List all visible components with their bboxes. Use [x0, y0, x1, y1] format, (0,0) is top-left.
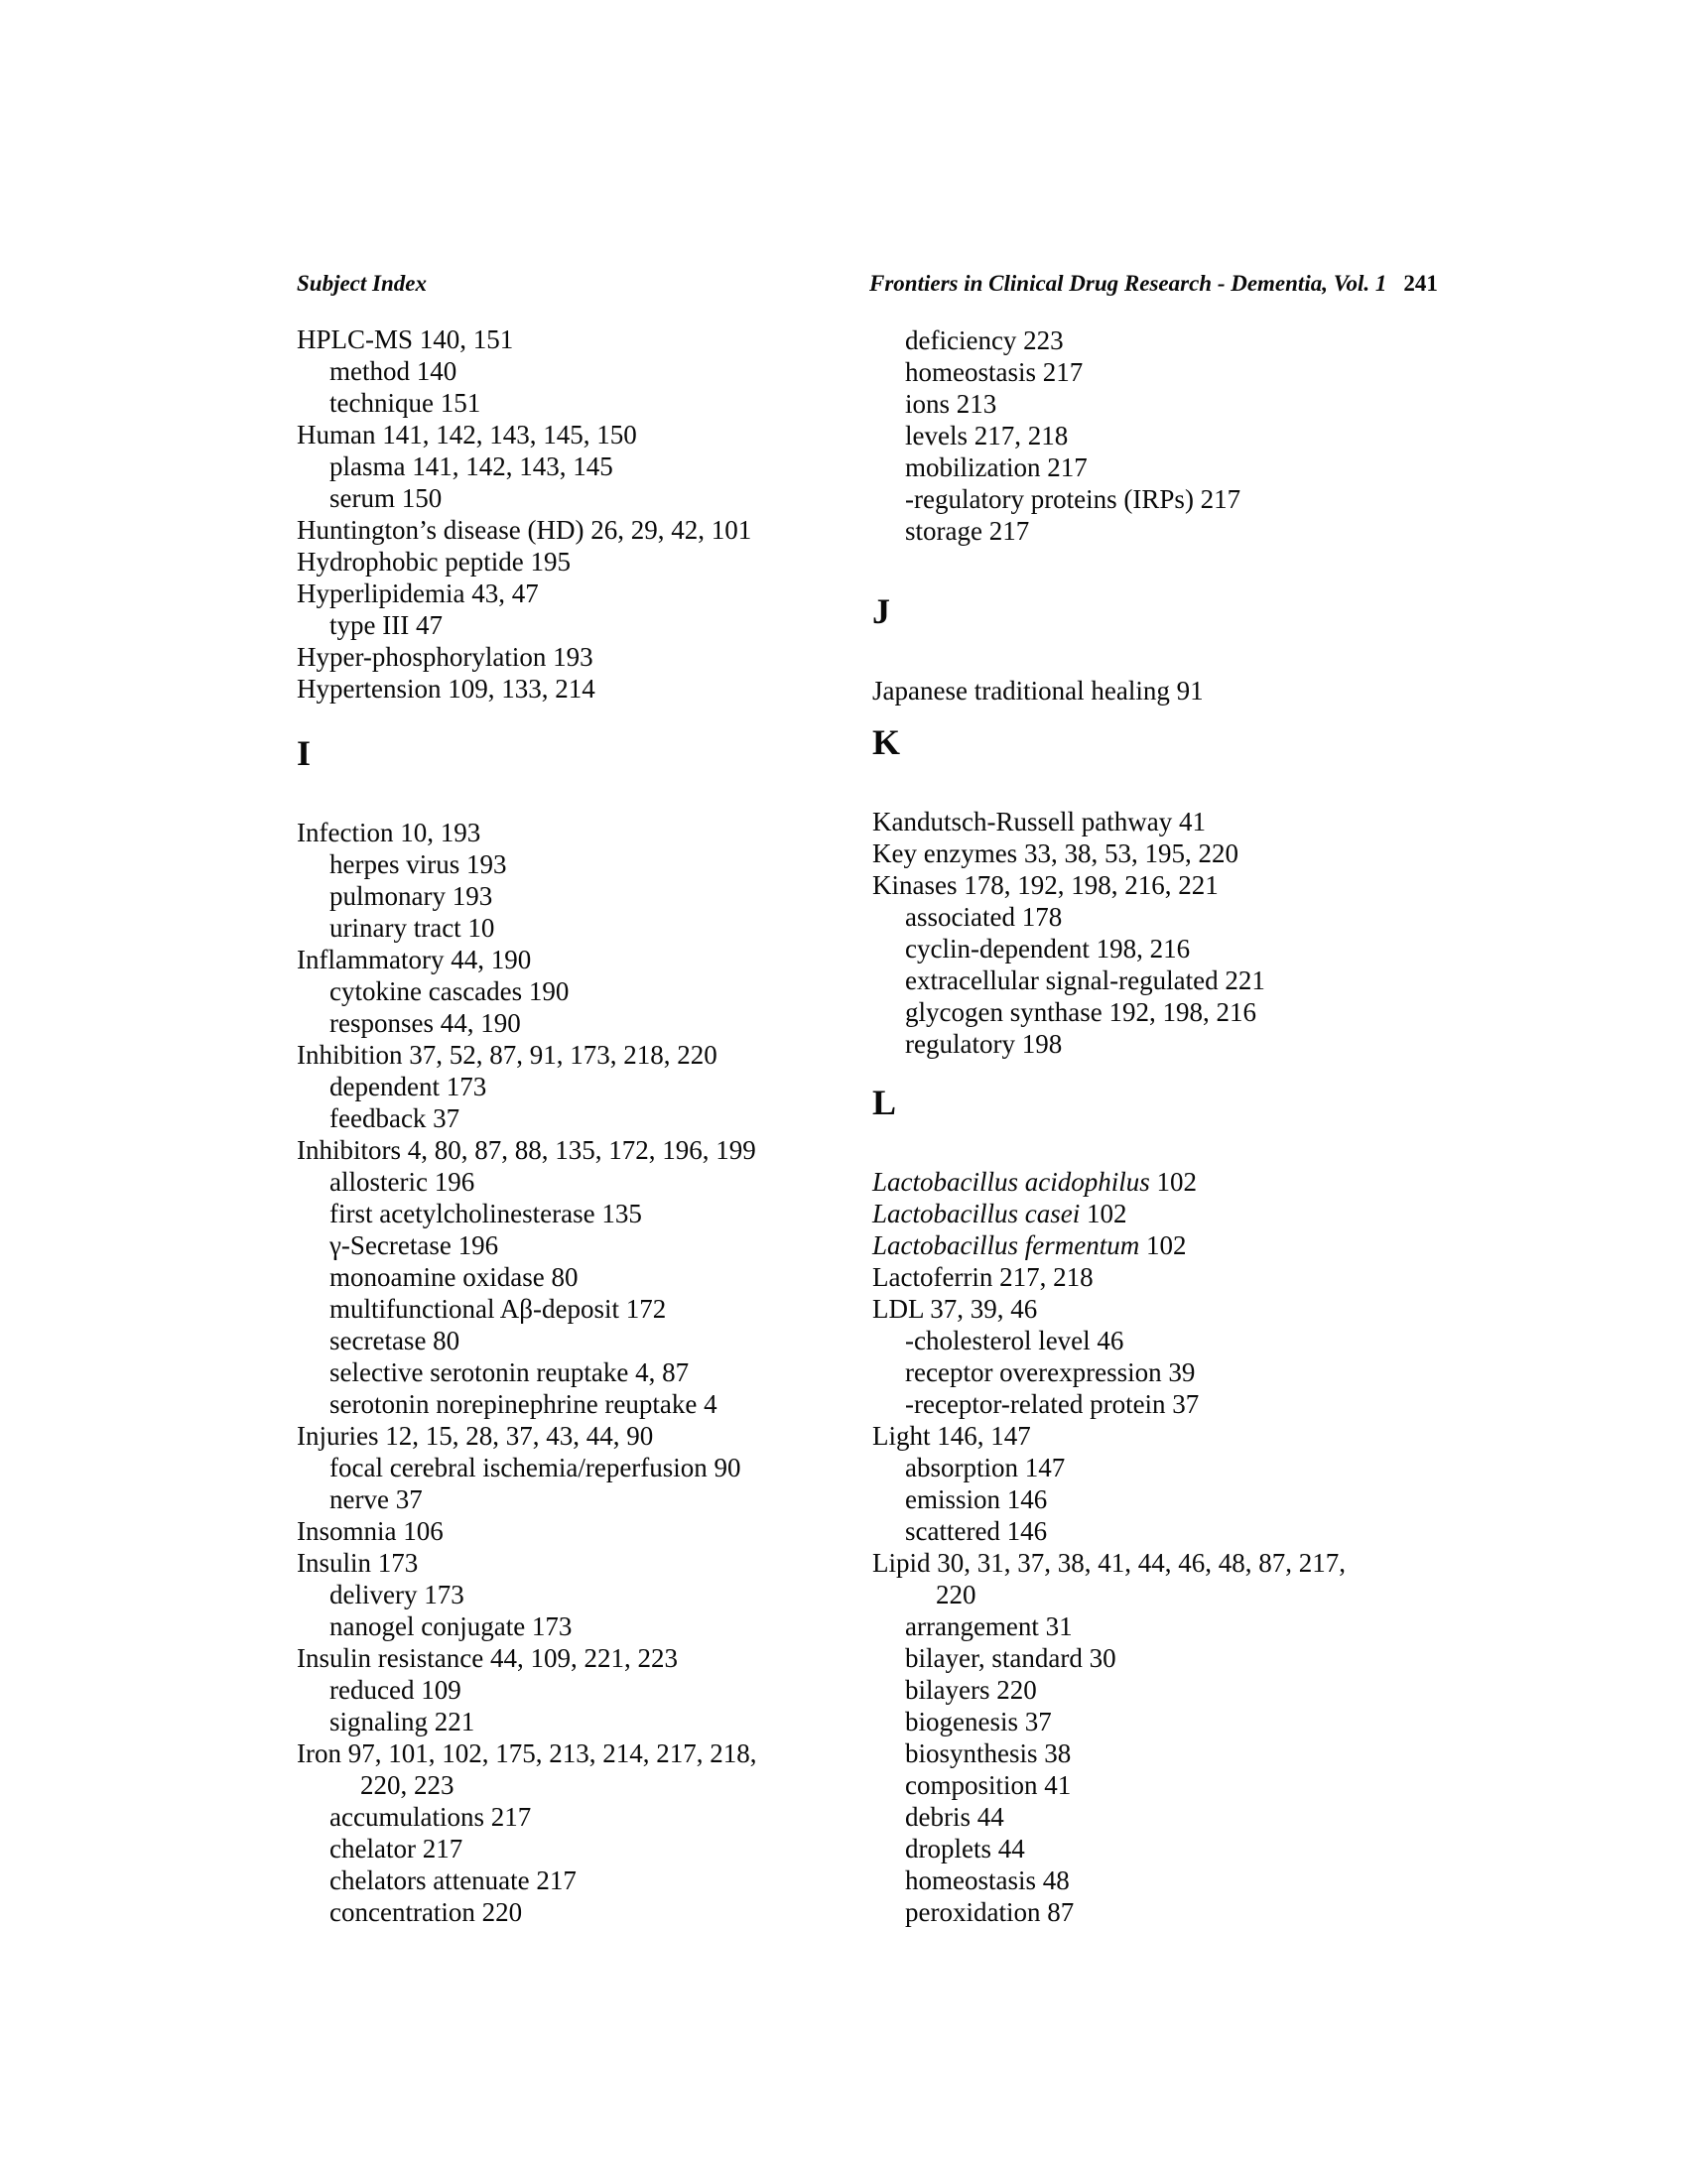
index-subentry: chelators attenuate 217 — [329, 1865, 577, 1895]
index-subentry: peroxidation 87 — [905, 1897, 1075, 1927]
running-head-book-title — [869, 269, 1438, 299]
index-subentry: biosynthesis 38 — [905, 1738, 1072, 1768]
section-header: I — [297, 733, 312, 773]
index-entry: Kandutsch-Russell pathway 41 — [872, 807, 1206, 836]
index-subentry: dependent 173 — [329, 1072, 487, 1101]
index-entry: HPLC-MS 140, 151 — [297, 324, 514, 354]
index-subentry: method 140 — [329, 356, 457, 386]
index-entry: Kinases 178, 192, 198, 216, 221 — [872, 870, 1219, 900]
index-entry-continuation: 220, 223 — [360, 1770, 454, 1800]
entry-page-numbers: 102 — [1149, 1167, 1197, 1197]
index-subentry: urinary tract 10 — [329, 913, 495, 943]
index-entry: Hydrophobic peptide 195 — [297, 547, 571, 577]
index-entry: Huntington’s disease (HD) 26, 29, 42, 101 — [297, 515, 752, 545]
book-title: Frontiers in Clinical Drug Research - Dementia, Vol. 1 — [869, 271, 1387, 296]
index-subentry: delivery 173 — [329, 1580, 464, 1609]
index-entry: Inhibition 37, 52, 87, 91, 173, 218, 220 — [297, 1040, 717, 1070]
index-entry: Iron 97, 101, 102, 175, 213, 214, 217, 218, — [297, 1738, 757, 1768]
index-subentry: regulatory 198 — [905, 1029, 1063, 1059]
index-subentry: glycogen synthase 192, 198, 216 — [905, 997, 1256, 1027]
index-subentry: technique 151 — [329, 388, 481, 418]
index-subentry: multifunctional Aβ-deposit 172 — [329, 1294, 667, 1324]
index-subentry: accumulations 217 — [329, 1802, 532, 1832]
index-subentry: feedback 37 — [329, 1103, 460, 1133]
index-subentry: bilayer, standard 30 — [905, 1643, 1116, 1673]
index-entry: Infection 10, 193 — [297, 818, 481, 847]
index-subentry: ions 213 — [905, 389, 997, 419]
index-entry: Lactoferrin 217, 218 — [872, 1262, 1094, 1292]
index-subentry: homeostasis 48 — [905, 1865, 1070, 1895]
index-subentry: -cholesterol level 46 — [905, 1326, 1124, 1355]
index-subentry: signaling 221 — [329, 1707, 475, 1736]
index-subentry: arrangement 31 — [905, 1611, 1073, 1641]
species-name-italic: Lactobacillus acidophilus — [872, 1167, 1150, 1197]
section-header: L — [872, 1083, 897, 1122]
index-subentry: debris 44 — [905, 1802, 1004, 1832]
index-entry: Hyper-phosphorylation 193 — [297, 642, 593, 672]
index-entry: Human 141, 142, 143, 145, 150 — [297, 420, 637, 450]
entry-page-numbers: 102 — [1139, 1230, 1187, 1260]
index-subentry: type III 47 — [329, 610, 443, 640]
index-entry: Light 146, 147 — [872, 1421, 1031, 1451]
index-subentry: nerve 37 — [329, 1484, 423, 1514]
index-subentry: plasma 141, 142, 143, 145 — [329, 451, 613, 481]
index-entry: Insulin resistance 44, 109, 221, 223 — [297, 1643, 678, 1673]
index-subentry: droplets 44 — [905, 1834, 1025, 1863]
index-subentry: γ-Secretase 196 — [329, 1230, 499, 1260]
page-number: 241 — [1403, 271, 1438, 296]
index-entry — [872, 1166, 1413, 1198]
index-column-left — [297, 323, 838, 1928]
index-column-right — [872, 324, 1413, 1928]
index-entry: Lipid 30, 31, 37, 38, 41, 44, 46, 48, 87, 217, — [872, 1548, 1346, 1578]
index-subentry: responses 44, 190 — [329, 1008, 521, 1038]
index-subentry: selective serotonin reuptake 4, 87 — [329, 1357, 690, 1387]
index-subentry: serotonin norepinephrine reuptake 4 — [329, 1389, 717, 1419]
index-subentry: homeostasis 217 — [905, 357, 1084, 387]
index-subentry: scattered 146 — [905, 1516, 1048, 1546]
index-entry: Hypertension 109, 133, 214 — [297, 674, 595, 704]
index-subentry: cytokine cascades 190 — [329, 976, 570, 1006]
index-subentry: first acetylcholinesterase 135 — [329, 1199, 642, 1228]
index-entry: Key enzymes 33, 38, 53, 195, 220 — [872, 838, 1238, 868]
species-name-italic: Lactobacillus fermentum — [872, 1230, 1140, 1260]
index-subentry: chelator 217 — [329, 1834, 463, 1863]
index-entry: Insulin 173 — [297, 1548, 419, 1578]
index-entry: Hyperlipidemia 43, 47 — [297, 578, 539, 608]
running-head-section-title: Subject Index — [297, 271, 427, 296]
index-subentry: deficiency 223 — [905, 325, 1064, 355]
index-subentry: -receptor-related protein 37 — [905, 1389, 1200, 1419]
index-subentry: associated 178 — [905, 902, 1063, 932]
index-subentry: nanogel conjugate 173 — [329, 1611, 573, 1641]
index-subentry: biogenesis 37 — [905, 1707, 1052, 1736]
index-subentry: composition 41 — [905, 1770, 1072, 1800]
index-entry-continuation: 220 — [936, 1580, 976, 1609]
index-subentry: absorption 147 — [905, 1453, 1066, 1482]
index-subentry: storage 217 — [905, 516, 1030, 546]
index-subentry: bilayers 220 — [905, 1675, 1037, 1705]
index-subentry: secretase 80 — [329, 1326, 460, 1355]
index-entry: Inhibitors 4, 80, 87, 88, 135, 172, 196, 199 — [297, 1135, 756, 1165]
index-entry: Inflammatory 44, 190 — [297, 945, 532, 974]
index-subentry: monoamine oxidase 80 — [329, 1262, 579, 1292]
index-subentry: emission 146 — [905, 1484, 1048, 1514]
index-subentry: receptor overexpression 39 — [905, 1357, 1196, 1387]
index-entry: Insomnia 106 — [297, 1516, 444, 1546]
index-entry: Japanese traditional healing 91 — [872, 676, 1204, 706]
index-subentry: allosteric 196 — [329, 1167, 475, 1197]
index-entry — [872, 1229, 1413, 1261]
index-subentry: reduced 109 — [329, 1675, 461, 1705]
index-subentry: serum 150 — [329, 483, 443, 513]
index-subentry: herpes virus 193 — [329, 849, 507, 879]
species-name-italic: Lactobacillus casei — [872, 1199, 1081, 1228]
index-subentry: levels 217, 218 — [905, 421, 1069, 450]
section-header: J — [872, 591, 890, 631]
index-subentry: concentration 220 — [329, 1897, 523, 1927]
index-subentry: pulmonary 193 — [329, 881, 493, 911]
index-subentry: cyclin-dependent 198, 216 — [905, 934, 1191, 964]
index-subentry: mobilization 217 — [905, 452, 1088, 482]
index-entry — [872, 1198, 1413, 1229]
index-entry: Injuries 12, 15, 28, 37, 43, 44, 90 — [297, 1421, 654, 1451]
section-header: K — [872, 722, 901, 762]
index-subentry: extracellular signal-regulated 221 — [905, 965, 1265, 995]
index-subentry: focal cerebral ischemia/reperfusion 90 — [329, 1453, 741, 1482]
entry-page-numbers: 102 — [1080, 1199, 1127, 1228]
index-entry: LDL 37, 39, 46 — [872, 1294, 1038, 1324]
index-subentry: -regulatory proteins (IRPs) 217 — [905, 484, 1241, 514]
